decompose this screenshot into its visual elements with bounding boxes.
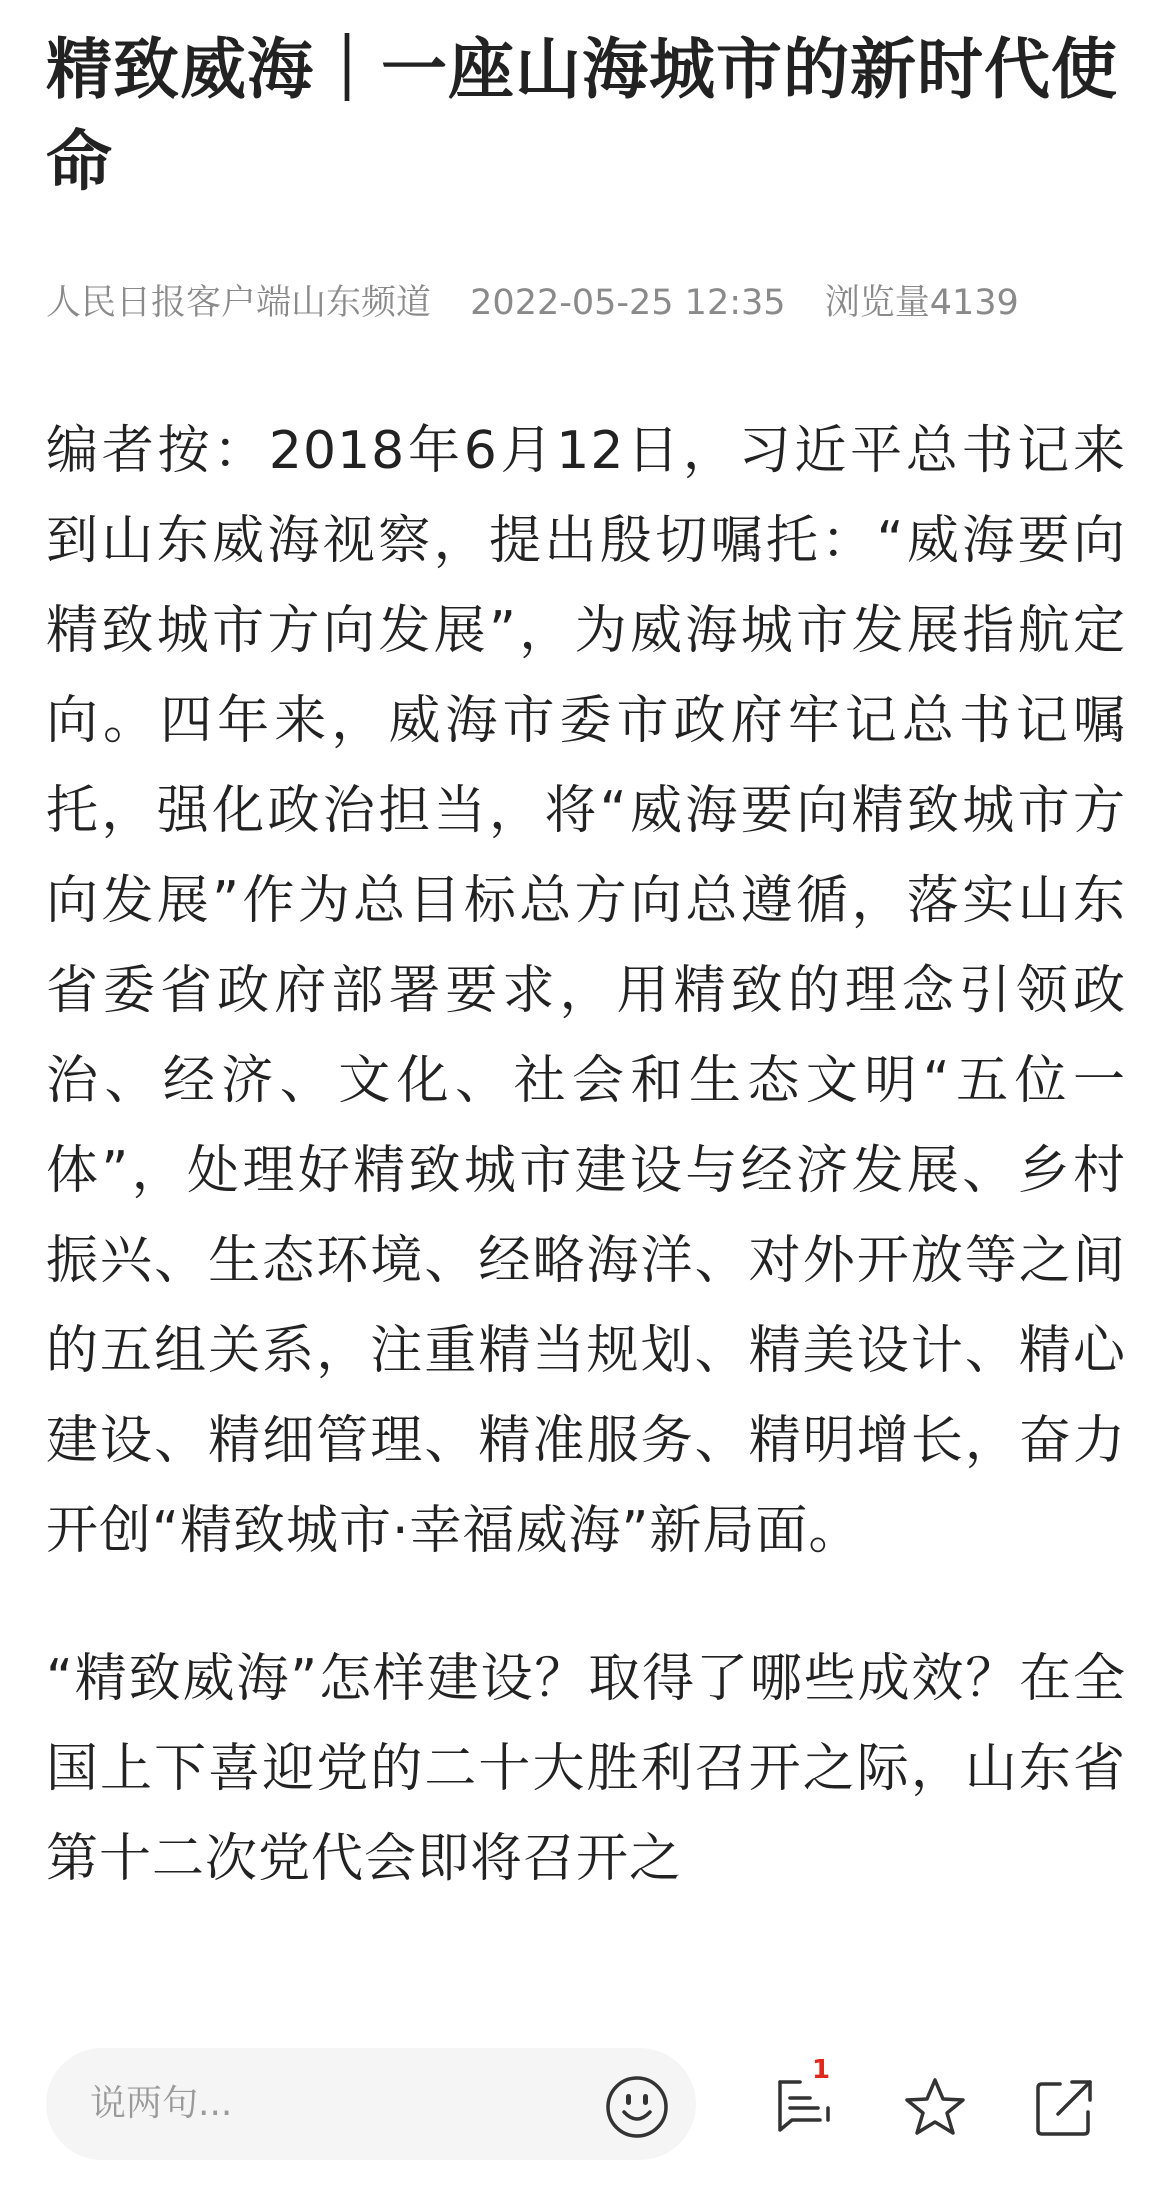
comment-count-badge: 1	[812, 2055, 831, 2085]
article-source[interactable]: 人民日报客户端山东频道	[46, 283, 432, 323]
bottom-action-bar	[0, 2030, 1167, 2193]
article-datetime: 2022-05-25 12:35	[470, 283, 786, 323]
star-icon[interactable]	[900, 2072, 970, 2142]
article-body	[46, 406, 1126, 1904]
smile-emoji-icon[interactable]	[604, 2074, 670, 2140]
comment-input[interactable]	[46, 2048, 696, 2160]
editor-note-paragraph: 编者按：2018年6月12日，习近平总书记来到山东威海视察，提出殷切嘱托：“威海要向精致城市方向发展”，为威海城市发展指航定向。四年来，威海市委市政府牢记总书记嘱托，强化政治担当，将“威海要向精致城市方向发展”作为总目标总方向总遵循，落实山东省委省政府部署要求，用精致的理念引领政治、经济、文化、社会和生态文明“五位一体”，处理好精致城市建设与经济发展、乡村振兴、生态环境、经略海洋、对外开放等之间的五组关系，注重精当规划、精美设计、精心建设、精细管理、精准服务、精明增长，奋力开创“精致城市·幸福威海”新局面。	[46, 421, 1126, 1561]
article	[46, 0, 1126, 1904]
content-fade-overlay	[0, 1930, 1167, 2030]
article-title: 精致威海｜一座山海城市的新时代使命	[46, 31, 1118, 200]
comment-placeholder: 说两句...	[90, 2083, 233, 2124]
article-views: 浏览量4139	[824, 283, 1019, 323]
body-paragraph: “精致威海”怎样建设？取得了哪些成效？在全国上下喜迎党的二十大胜利召开之际，山东省第十二次党代会即将召开之	[46, 1649, 1126, 1889]
share-icon[interactable]	[1030, 2072, 1100, 2142]
article-meta	[46, 280, 1126, 326]
